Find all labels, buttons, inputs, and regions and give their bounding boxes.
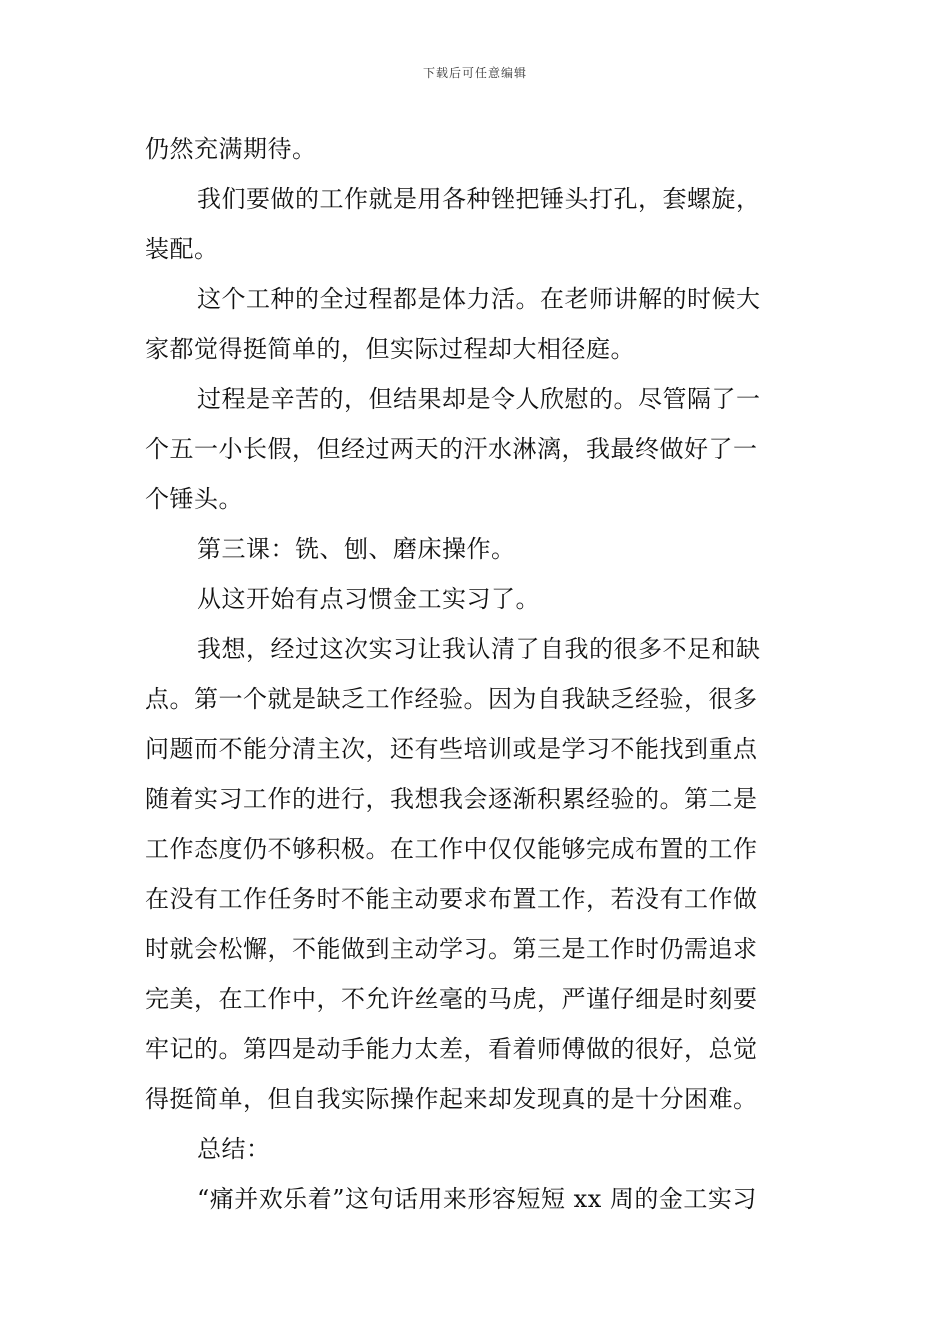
text-line: “痛并欢乐着”这句话用来形容短短 xx 周的金工实习 xyxy=(197,1185,757,1213)
text-line: 问题而不能分清主次，还有些培训或是学习不能找到重点 xyxy=(145,735,758,763)
text-line: 总结： xyxy=(197,1135,271,1163)
text-line: 牢记的。第四是动手能力太差，看着师傅做的很好，总觉 xyxy=(145,1035,758,1063)
text-line: 时就会松懈，不能做到主动学习。第三是工作时仍需追求 xyxy=(145,935,758,963)
text-line: 我们要做的工作就是用各种锉把锤头打孔，套螺旋， xyxy=(197,185,761,213)
document-body xyxy=(145,124,810,1224)
text-line: 仍然充满期待。 xyxy=(145,135,317,163)
text-line: 点。第一个就是缺乏工作经验。因为自我缺乏经验，很多 xyxy=(145,685,758,713)
text-line: 这个工种的全过程都是体力活。在老师讲解的时候大 xyxy=(197,285,761,313)
text-line: 得挺简单，但自我实际操作起来却发现真的是十分困难。 xyxy=(145,1085,758,1113)
text-line: 个五一小长假，但经过两天的汗水淋漓，我最终做好了一 xyxy=(145,435,758,463)
text-line: 工作态度仍不够积极。在工作中仅仅能够完成布置的工作 xyxy=(145,835,758,863)
text-line: 装配。 xyxy=(145,235,219,263)
text-line: 个锤头。 xyxy=(145,485,243,513)
text-line: 家都觉得挺简单的，但实际过程却大相径庭。 xyxy=(145,335,635,363)
text-line: 第三课：铣、刨、磨床操作。 xyxy=(197,535,516,563)
page-header: 下载后可任意编辑 xyxy=(422,66,527,80)
text-line: 我想，经过这次实习让我认清了自我的很多不足和缺 xyxy=(197,635,761,663)
text-line: 从这开始有点习惯金工实习了。 xyxy=(197,585,540,613)
text-line: 随着实习工作的进行，我想我会逐渐积累经验的。第二是 xyxy=(145,785,758,813)
text-line: 过程是辛苦的，但结果却是令人欣慰的。尽管隔了一 xyxy=(197,385,761,413)
text-line: 在没有工作任务时不能主动要求布置工作，若没有工作做 xyxy=(145,885,758,913)
text-line: 完美，在工作中，不允许丝毫的马虎，严谨仔细是时刻要 xyxy=(145,985,758,1013)
